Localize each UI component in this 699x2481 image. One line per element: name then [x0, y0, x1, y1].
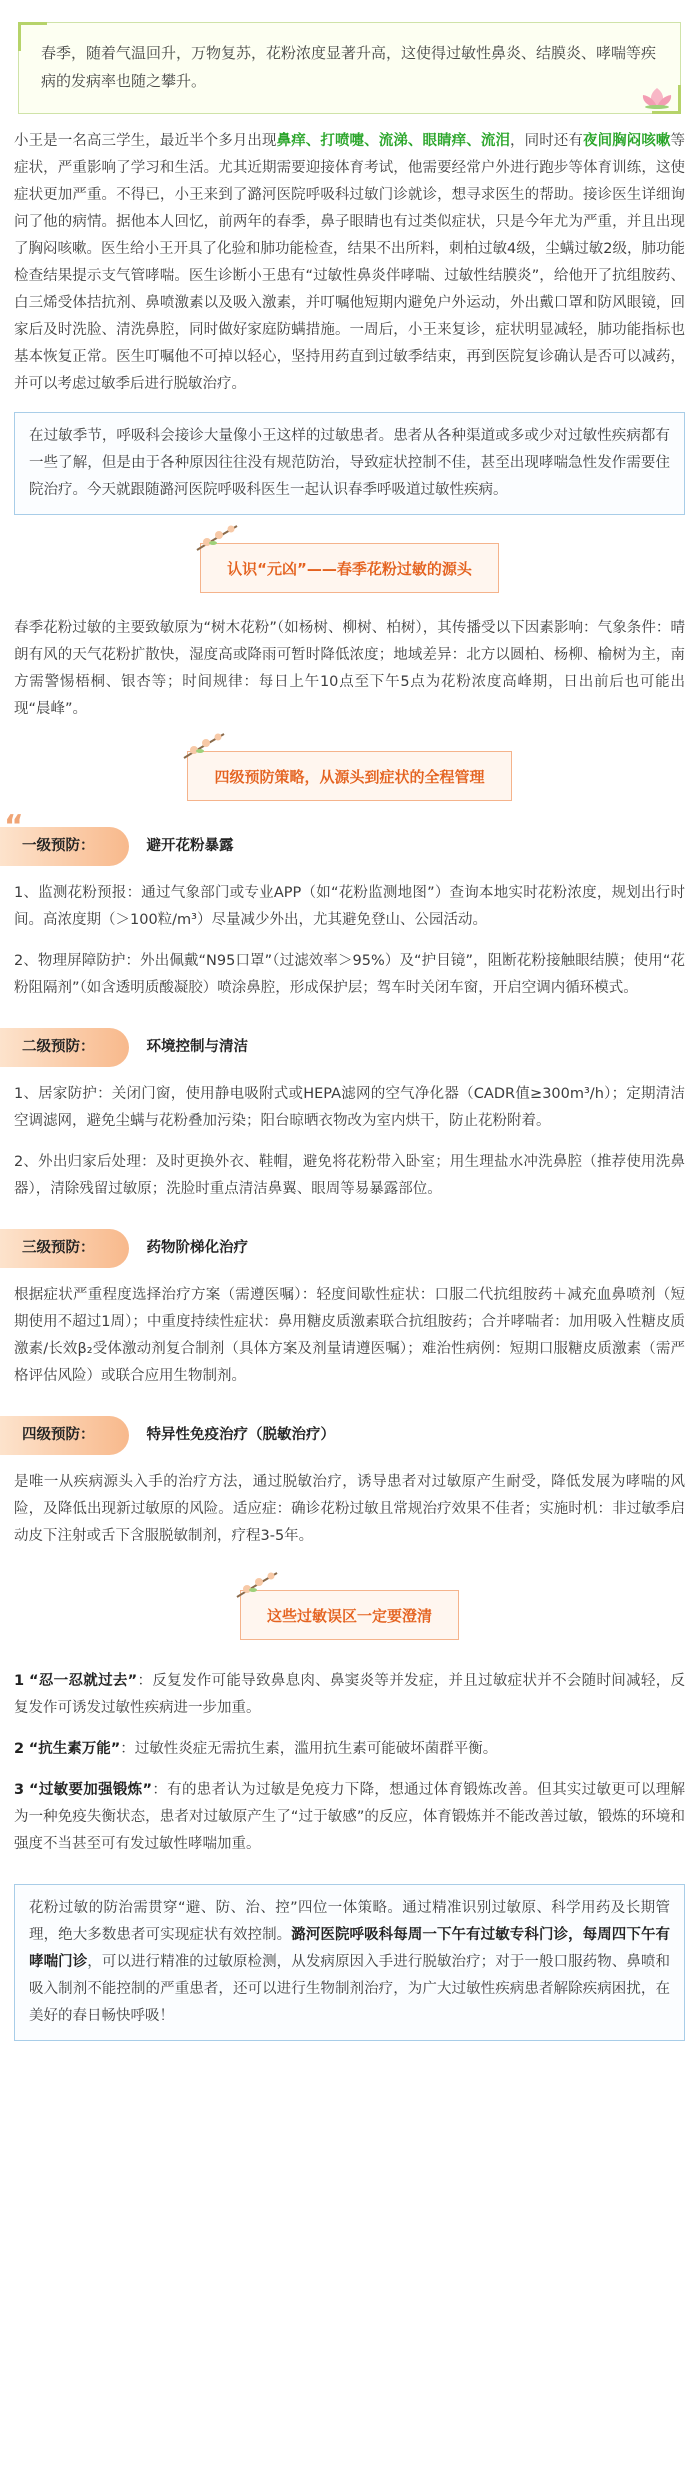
myth-1 [0, 1668, 699, 1722]
myth-number: 1 [14, 1673, 25, 1689]
level-1-heading [0, 809, 685, 866]
section-banner-prevention [187, 751, 511, 801]
source-text: 春季花粉过敏的主要致敏原为“树木花粉”（如杨树、柳树、柏树），其传播受以下因素影响：气象条件：晴朗有风的天气花粉扩散快，湿度高或降雨可暂时降低浓度；地域差异：北方以圆柏、杨柳、榆树为主，南方需警惕梧桐、银杏等；时间规律：每日上午10点至下午5点为花粉浓度高峰期，日出前后也可能出现“晨峰”。 [14, 620, 685, 717]
banner-wrap-3 [0, 1590, 699, 1640]
quote-icon: “ [4, 809, 24, 844]
myth-head: “过敏要加强锻炼” [29, 1782, 153, 1798]
myth-head: “忍一忍就过去” [29, 1673, 138, 1689]
banner-title-2: 四级预防策略，从源头到症状的全程管理 [214, 768, 485, 786]
summary-box [14, 1884, 685, 2041]
case-symptoms: 鼻痒、打喷嚏、流涕、眼睛痒、流泪 [276, 133, 511, 149]
level-pill-label: 二级预防： [22, 1039, 95, 1055]
source-paragraph [0, 615, 699, 723]
intro-section [0, 0, 699, 114]
myth-head: “抗生素万能” [28, 1741, 121, 1757]
level-pill [0, 809, 129, 866]
section-banner-source [200, 543, 499, 593]
level-3-para-1: 根据症状严重程度选择治疗方案（需遵医嘱）：轻度间歇性症状：口服二代抗组胺药＋减充血鼻喷剂（短期使用不超过1周）；中重度持续性症状：鼻用糖皮质激素联合抗组胺药；合并哮喘者：加用吸入性糖皮质激素/长效β₂受体激动剂复合制剂（具体方案及剂量请遵医嘱）；难治性病例：短期口服糖皮质激素（需严格评估风险）或联合应用生物制剂。 [14, 1287, 685, 1384]
level-pill-label: 三级预防： [22, 1240, 95, 1256]
myth-number: 3 [14, 1782, 25, 1798]
level-pill [0, 1229, 129, 1268]
blossom-sprig-icon [233, 1567, 281, 1601]
note-text: 在过敏季节，呼吸科会接诊大量像小王这样的过敏患者。患者从各种渠道或多或少对过敏性疾病都有一些了解，但是由于各种原因往往没有规范防治，导致症状控制不佳，甚至出现哮喘急性发作需要住院治疗。今天就跟随潞河医院呼吸科医生一起认识春季呼吸道过敏性疾病。 [29, 428, 670, 498]
level-2-para-1: 1、居家防护：关闭门窗，使用静电吸附式或HEPA滤网的空气净化器（CADR值≥300m³/h）；定期清洁空调滤网，避免尘螨与花粉叠加污染；阳台晾晒衣物改为室内烘干，防止花粉附着。 [14, 1086, 685, 1129]
banner-title-1: 认识“元凶”——春季花粉过敏的源头 [227, 560, 472, 578]
level-1-para-1: 1、监测花粉预报：通过气象部门或专业APP（如“花粉监测地图”）查询本地实时花粉浓度，规划出行时间。高浓度期（＞100粒/m³）尽量减少外出，尤其避免登山、公园活动。 [14, 885, 685, 928]
myth-number: 2 [14, 1741, 25, 1757]
summary-text-1: 花粉过敏的防治需贯穿“避、防、治、控”四位一体策略。通过精准识别过敏原、科学用药及长期管理，绝大多数患者可实现症状有效控制。 [29, 1900, 670, 1943]
level-pill [0, 1416, 129, 1455]
level-3-heading [0, 1229, 685, 1268]
section-banner-myths [240, 1590, 459, 1640]
lotus-icon [640, 85, 674, 109]
case-paragraph [0, 128, 699, 398]
level-4-heading [0, 1416, 685, 1455]
myth-2 [0, 1736, 699, 1763]
intro-box [18, 22, 681, 114]
banner-wrap-1 [0, 543, 699, 593]
blossom-sprig-icon [180, 728, 228, 762]
level-pill [0, 1028, 129, 1067]
case-symptoms-2: 夜间胸闷咳嗽 [582, 133, 671, 149]
level-4-para-1: 是唯一从疾病源头入手的治疗方法，通过脱敏治疗，诱导患者对过敏原产生耐受，降低发展为哮喘的风险，及降低出现新过敏原的风险。适应症：确诊花粉过敏且常规治疗效果不佳者；实施时机：非过敏季启动皮下注射或舌下含服脱敏制剂，疗程3-5年。 [14, 1474, 685, 1544]
summary-text-2: ，可以进行精准的过敏原检测，从发病原因入手进行脱敏治疗；对于一般口服药物、鼻喷和吸入制剂不能控制的严重患者，还可以进行生物制剂治疗，为广大过敏性疾病患者解除疾病困扰，在美好的春日畅快呼吸！ [29, 1954, 670, 2024]
level-pill-label: 四级预防： [22, 1427, 95, 1443]
level-2-para-2: 2、外出归家后处理：及时更换外衣、鞋帽，避免将花粉带入卧室；用生理盐水冲洗鼻腔（推荐使用洗鼻器），清除残留过敏原；洗脸时重点清洁鼻翼、眼周等易暴露部位。 [14, 1154, 685, 1197]
myth-text: ：过敏性炎症无需抗生素，滥用抗生素可能破坏菌群平衡。 [120, 1741, 498, 1757]
level-title: 药物阶梯化治疗 [146, 1240, 248, 1256]
note-box [14, 412, 685, 515]
case-text-2: ，同时还有 [510, 133, 583, 149]
level-pill-label: 一级预防： [22, 838, 95, 854]
level-2-heading [0, 1028, 685, 1067]
myth-text: ：反复发作可能导致鼻息肉、鼻窦炎等并发症，并且过敏症状并不会随时间减轻，反复发作可诱发过敏性疾病进一步加重。 [14, 1673, 686, 1716]
case-text-1: 小王是一名高三学生，最近半个多月出现 [14, 133, 277, 149]
level-1-para-2: 2、物理屏障防护：外出佩戴“N95口罩”（过滤效率＞95%）及“护目镜”，阻断花粉接触眼结膜；使用“花粉阻隔剂”（如含透明质酸凝胶）喷涂鼻腔，形成保护层；驾车时关闭车窗，开启空调内循环模式。 [14, 953, 685, 996]
myth-3 [0, 1777, 699, 1858]
banner-title-3: 这些过敏误区一定要澄清 [266, 1607, 432, 1625]
banner-wrap-2 [0, 751, 699, 801]
level-title: 避开花粉暴露 [146, 838, 234, 854]
case-text-3: 等症状，严重影响了学习和生活。尤其近期需要迎接体育考试，他需要经常户外进行跑步等体育训练，这使症状更加严重。不得已，小王来到了潞河医院呼吸科过敏门诊就诊，想寻求医生的帮助。接诊医生详细询问了他的病情。据他本人回忆，前两年的春季，鼻子眼睛也有过类似症状，只是今年尤为严重，并且出现了胸闷咳嗽。医生给小王开具了化验和肺功能检查，结果不出所料，刺柏过敏4级，尘螨过敏2级，肺功能检查结果提示支气管哮喘。医生诊断小王患有“过敏性鼻炎伴哮喘、过敏性结膜炎”，给他开了抗组胺药、白三烯受体拮抗剂、鼻喷激素以及吸入激素，并叮嘱他短期内避免户外运动，外出戴口罩和防风眼镜，回家后及时洗脸、清洗鼻腔，同时做好家庭防螨措施。一周后，小王来复诊，症状明显减轻，肺功能指标也基本恢复正常。医生叮嘱他不可掉以轻心，坚持用药直到过敏季结束，再到医院复诊确认是否可以减药，并可以考虑过敏季后进行脱敏治疗。 [14, 133, 686, 392]
myth-text: ：有的患者认为过敏是免疫力下降，想通过体育锻炼改善。但其实过敏更可以理解为一种免疫失衡状态，患者对过敏原产生了“过于敏感”的反应，体育锻炼并不能改善过敏，锻炼的环境和强度不当甚至可有发过敏性哮喘加重。 [14, 1782, 686, 1852]
summary-clinic-hours: 潞河医院呼吸科每周一下午有过敏专科门诊，每周四下午有哮喘门诊 [29, 1927, 671, 1970]
level-title: 特异性免疫治疗（脱敏治疗） [146, 1427, 335, 1443]
blossom-sprig-icon [193, 520, 241, 554]
intro-text: 春季，随着气温回升，万物复苏，花粉浓度显著升高，这使得过敏性鼻炎、结膜炎、哮喘等疾病的发病率也随之攀升。 [41, 44, 657, 90]
level-title: 环境控制与清洁 [146, 1039, 248, 1055]
